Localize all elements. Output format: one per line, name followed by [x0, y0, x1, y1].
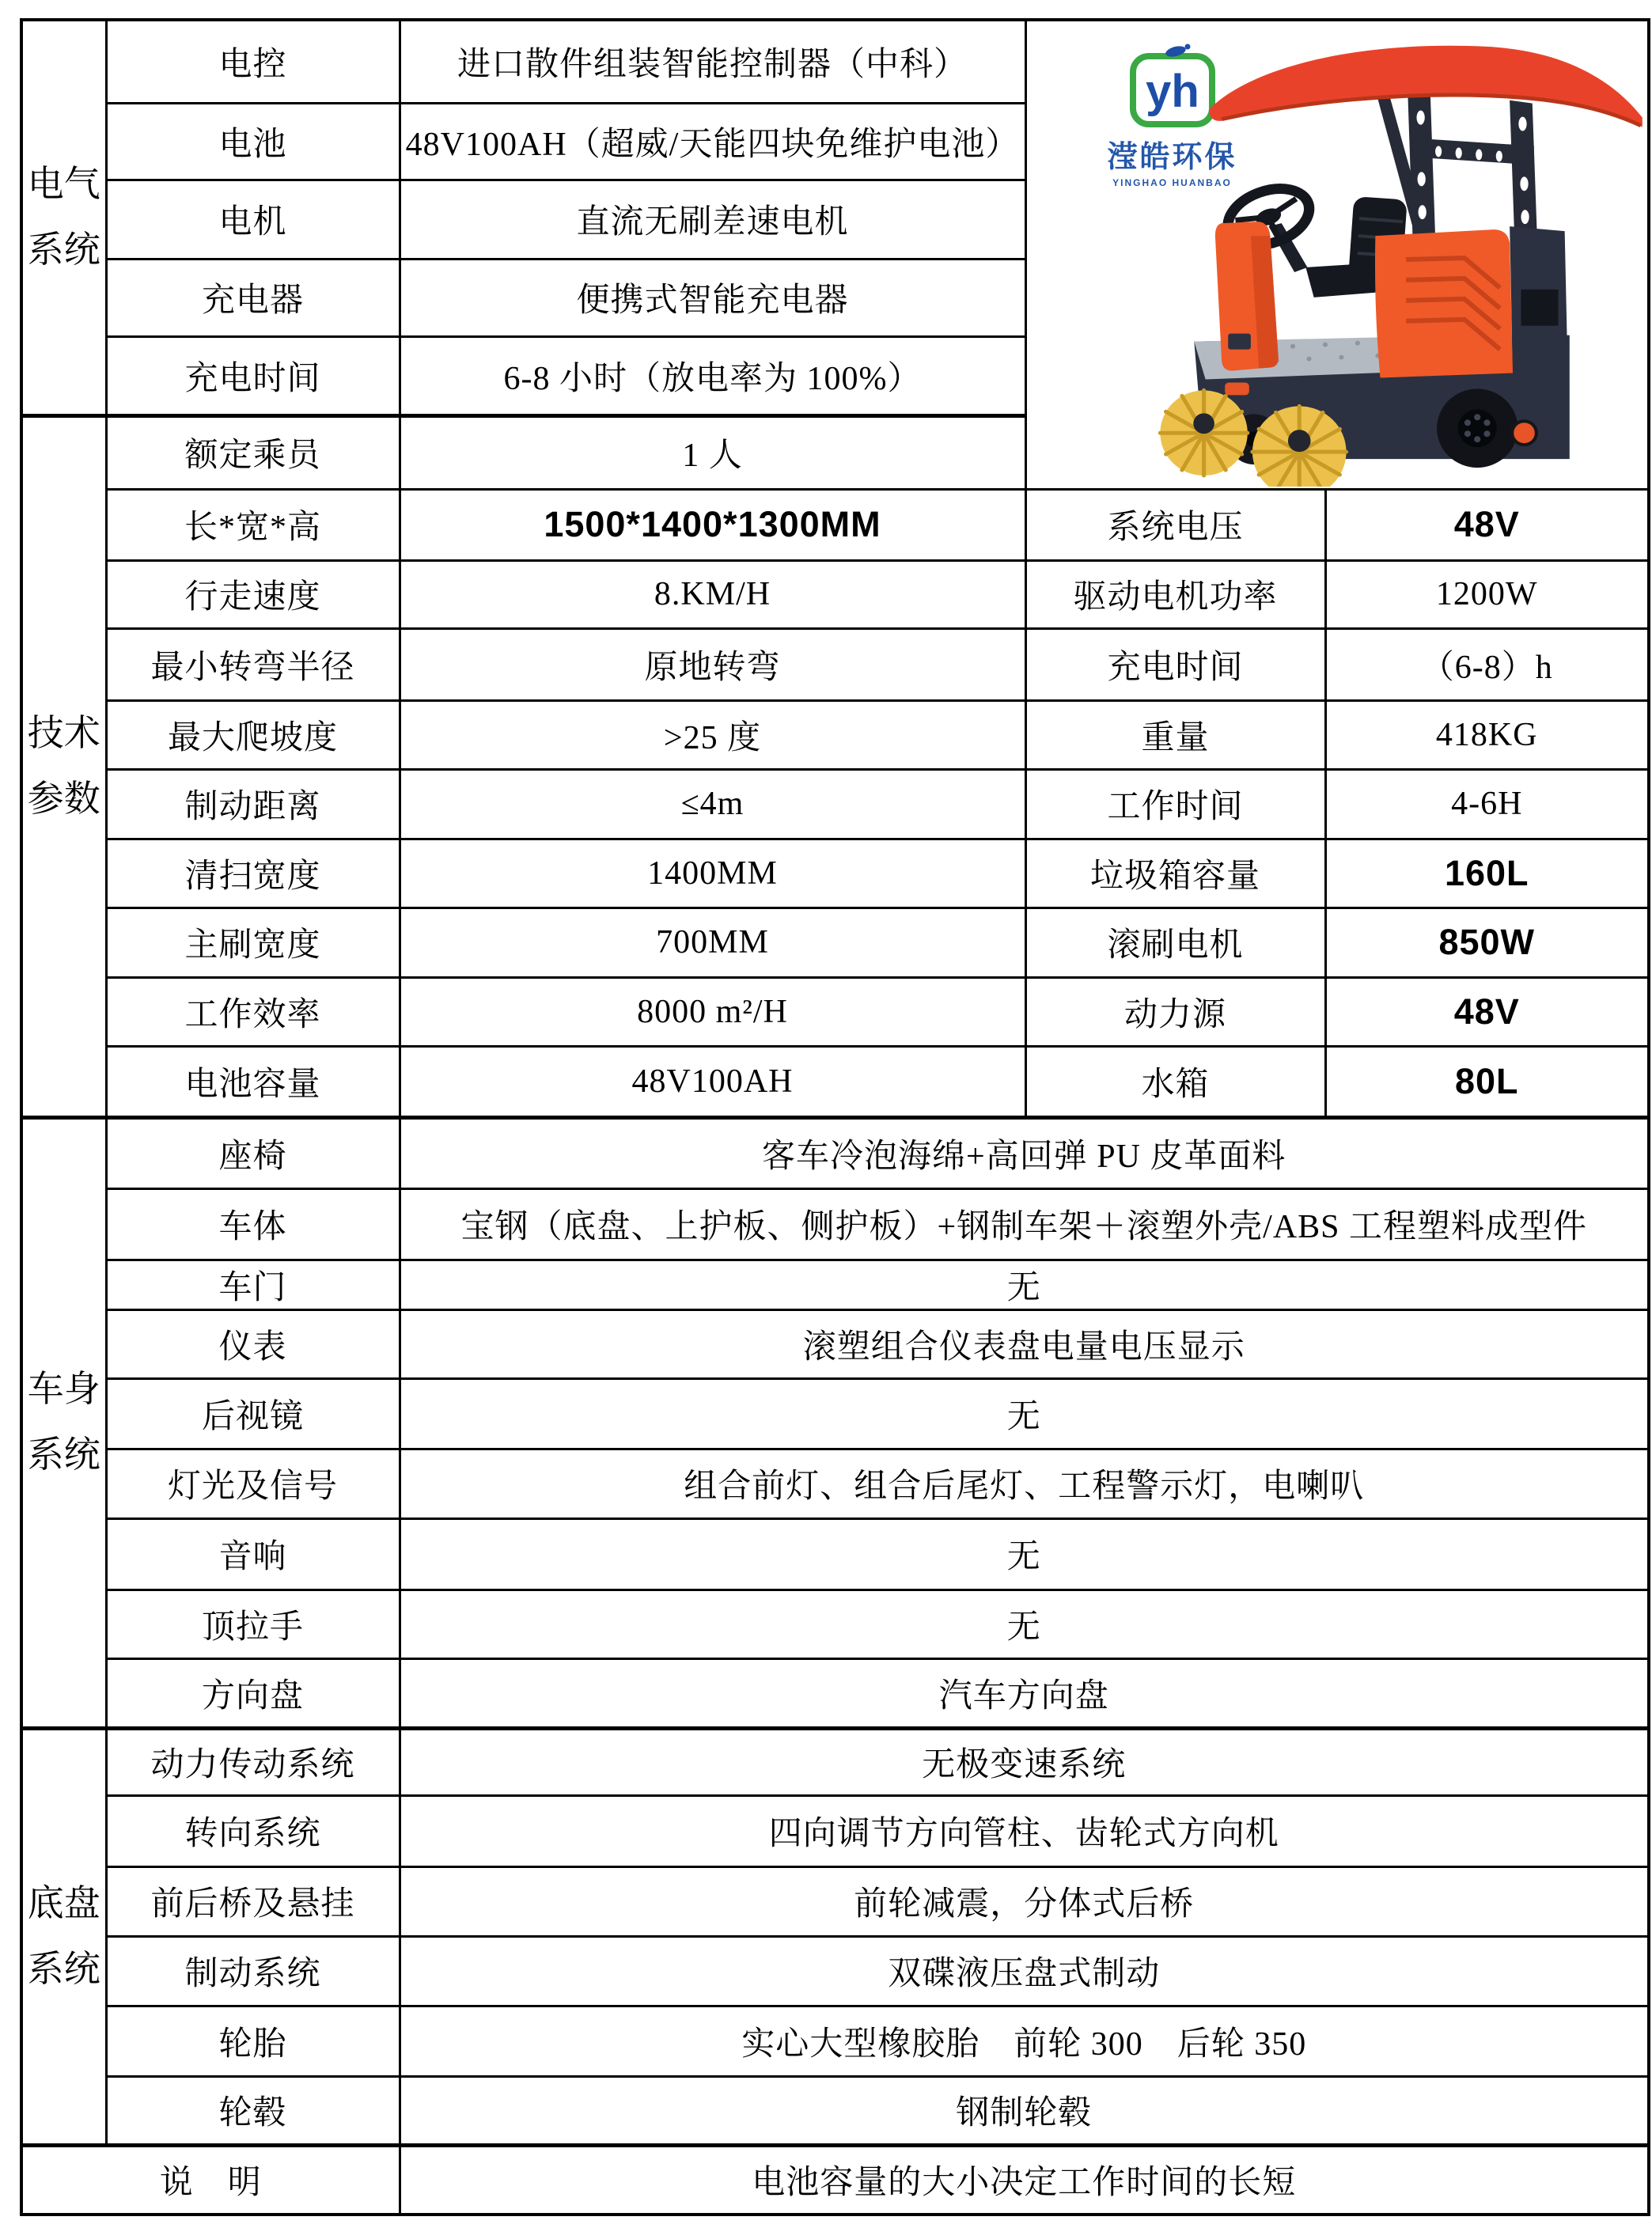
table-row [21, 1518, 1649, 1590]
spec-table [20, 18, 1650, 2216]
row-label: 主刷宽度 [106, 907, 400, 977]
row-value: 700MM [400, 907, 1025, 977]
row-label: 清扫宽度 [106, 839, 400, 907]
row-value: 组合前灯、组合后尾灯、工程警示灯，电喇叭 [400, 1449, 1649, 1518]
table-row [21, 1728, 1649, 1795]
row-label: 座椅 [106, 1117, 400, 1188]
row-label: 后视镜 [106, 1378, 400, 1449]
product-photo [1027, 21, 1648, 488]
row-value: 48V [1325, 489, 1649, 560]
table-row [21, 1117, 1649, 1188]
row-label: 驱动电机功率 [1025, 560, 1325, 628]
row-label: 音响 [106, 1518, 400, 1590]
row-value: 汽车方向盘 [400, 1658, 1649, 1728]
row-label: 灯光及信号 [106, 1449, 400, 1518]
row-label: 长*宽*高 [106, 489, 400, 560]
row-value: 实心大型橡胶胎 前轮 300 后轮 350 [400, 2006, 1649, 2076]
row-label: 电池 [106, 103, 400, 180]
sweeper-illustration [1147, 29, 1649, 487]
row-value: 160L [1325, 839, 1649, 907]
row-value: 无 [400, 1590, 1649, 1658]
row-value: 1500*1400*1300MM [400, 489, 1025, 560]
table-row [21, 769, 1649, 839]
table-row [21, 20, 1649, 103]
table-row [21, 1449, 1649, 1518]
note-value: 电池容量的大小决定工作时间的长短 [400, 2145, 1649, 2215]
row-value: 418KG [1325, 700, 1649, 769]
product-photo-cell [1025, 20, 1649, 489]
table-row [21, 1309, 1649, 1378]
row-value: 便携式智能充电器 [400, 259, 1025, 336]
row-label: 滚刷电机 [1025, 907, 1325, 977]
row-value: 无 [400, 1518, 1649, 1590]
row-label: 车体 [106, 1188, 400, 1260]
row-value: 进口散件组装智能控制器（中科） [400, 20, 1025, 103]
row-label: 动力传动系统 [106, 1728, 400, 1795]
table-row [21, 1936, 1649, 2006]
row-label: 水箱 [1025, 1046, 1325, 1117]
row-label: 工作时间 [1025, 769, 1325, 839]
section-label-tech: 技术参数 [21, 415, 106, 1117]
rear-panel [1374, 229, 1512, 377]
logo-text-en: YINGHAO HUANBAO [1112, 177, 1232, 188]
row-label: 垃圾箱容量 [1025, 839, 1325, 907]
rear-roller [1512, 421, 1536, 445]
side-brush-left [1160, 390, 1247, 476]
rear-wheel [1437, 388, 1517, 468]
row-label: 最小转弯半径 [106, 628, 400, 700]
row-label: 轮胎 [106, 2006, 400, 2076]
row-label: 系统电压 [1025, 489, 1325, 560]
table-row [21, 1795, 1649, 1866]
front-cowl [1214, 222, 1278, 370]
table-row [21, 700, 1649, 769]
row-value: 8.KM/H [400, 560, 1025, 628]
row-label: 制动系统 [106, 1936, 400, 2006]
row-label: 车门 [106, 1260, 400, 1309]
row-value: 直流无刷差速电机 [400, 180, 1025, 259]
row-value: >25 度 [400, 700, 1025, 769]
row-label: 顶拉手 [106, 1590, 400, 1658]
logo-text-cn: 滢皓环保 [1107, 141, 1237, 174]
row-label: 电控 [106, 20, 400, 103]
row-value: 4-6H [1325, 769, 1649, 839]
table-row [21, 489, 1649, 560]
table-row [21, 1260, 1649, 1309]
row-label: 轮毂 [106, 2076, 400, 2145]
row-value: 48V100AH [400, 1046, 1025, 1117]
row-value: 滚塑组合仪表盘电量电压显示 [400, 1309, 1649, 1378]
table-row [21, 2076, 1649, 2145]
row-value: 6-8 小时（放电率为 100%） [400, 336, 1025, 415]
rear-housing [1510, 226, 1568, 381]
table-row [21, 1188, 1649, 1260]
row-label: 仪表 [106, 1309, 400, 1378]
table-row [21, 977, 1649, 1046]
table-row [21, 1866, 1649, 1936]
row-label: 制动距离 [106, 769, 400, 839]
section-label-electrical: 电气系统 [21, 20, 106, 415]
row-value: 无 [400, 1378, 1649, 1449]
row-label: 充电时间 [1025, 628, 1325, 700]
row-label: 充电时间 [106, 336, 400, 415]
table-row [21, 560, 1649, 628]
row-value: （6-8）h [1325, 628, 1649, 700]
table-row [21, 628, 1649, 700]
row-value: 80L [1325, 1046, 1649, 1117]
row-label: 电池容量 [106, 1046, 400, 1117]
row-value: 48V [1325, 977, 1649, 1046]
row-value: 无极变速系统 [400, 1728, 1649, 1795]
table-row [21, 907, 1649, 977]
row-label: 工作效率 [106, 977, 400, 1046]
table-row [21, 839, 1649, 907]
row-label: 充电器 [106, 259, 400, 336]
row-value: 双碟液压盘式制动 [400, 1936, 1649, 2006]
row-value: 48V100AH（超威/天能四块免维护电池） [400, 103, 1025, 180]
row-value: ≤4m [400, 769, 1025, 839]
row-label: 方向盘 [106, 1658, 400, 1728]
table-row [21, 2145, 1649, 2215]
row-value: 无 [400, 1260, 1649, 1309]
row-label: 额定乘员 [106, 415, 400, 489]
table-row [21, 1378, 1649, 1449]
row-value: 原地转弯 [400, 628, 1025, 700]
row-value: 四向调节方向管柱、齿轮式方向机 [400, 1795, 1649, 1866]
section-label-body: 车身系统 [21, 1117, 106, 1728]
row-label: 重量 [1025, 700, 1325, 769]
row-value: 1200W [1325, 560, 1649, 628]
row-value: 1400MM [400, 839, 1025, 907]
row-value: 宝钢（底盘、上护板、侧护板）+钢制车架＋滚塑外壳/ABS 工程塑料成型件 [400, 1188, 1649, 1260]
row-value: 客车冷泡海绵+高回弹 PU 皮革面料 [400, 1117, 1649, 1188]
row-value: 8000 m²/H [400, 977, 1025, 1046]
svg-text:yh: yh [1145, 66, 1199, 117]
row-label: 动力源 [1025, 977, 1325, 1046]
row-label: 最大爬坡度 [106, 700, 400, 769]
section-label-chassis: 底盘系统 [21, 1728, 106, 2145]
table-row [21, 2006, 1649, 2076]
row-label: 电机 [106, 180, 400, 259]
table-row [21, 1590, 1649, 1658]
row-value: 钢制轮毂 [400, 2076, 1649, 2145]
table-row [21, 1046, 1649, 1117]
row-label: 前后桥及悬挂 [106, 1866, 400, 1936]
row-value: 850W [1325, 907, 1649, 977]
row-label: 行走速度 [106, 560, 400, 628]
table-row [21, 1658, 1649, 1728]
row-value: 前轮减震，分体式后桥 [400, 1866, 1649, 1936]
row-label: 转向系统 [106, 1795, 400, 1866]
row-value: 1 人 [400, 415, 1025, 489]
note-label: 说 明 [21, 2145, 400, 2215]
